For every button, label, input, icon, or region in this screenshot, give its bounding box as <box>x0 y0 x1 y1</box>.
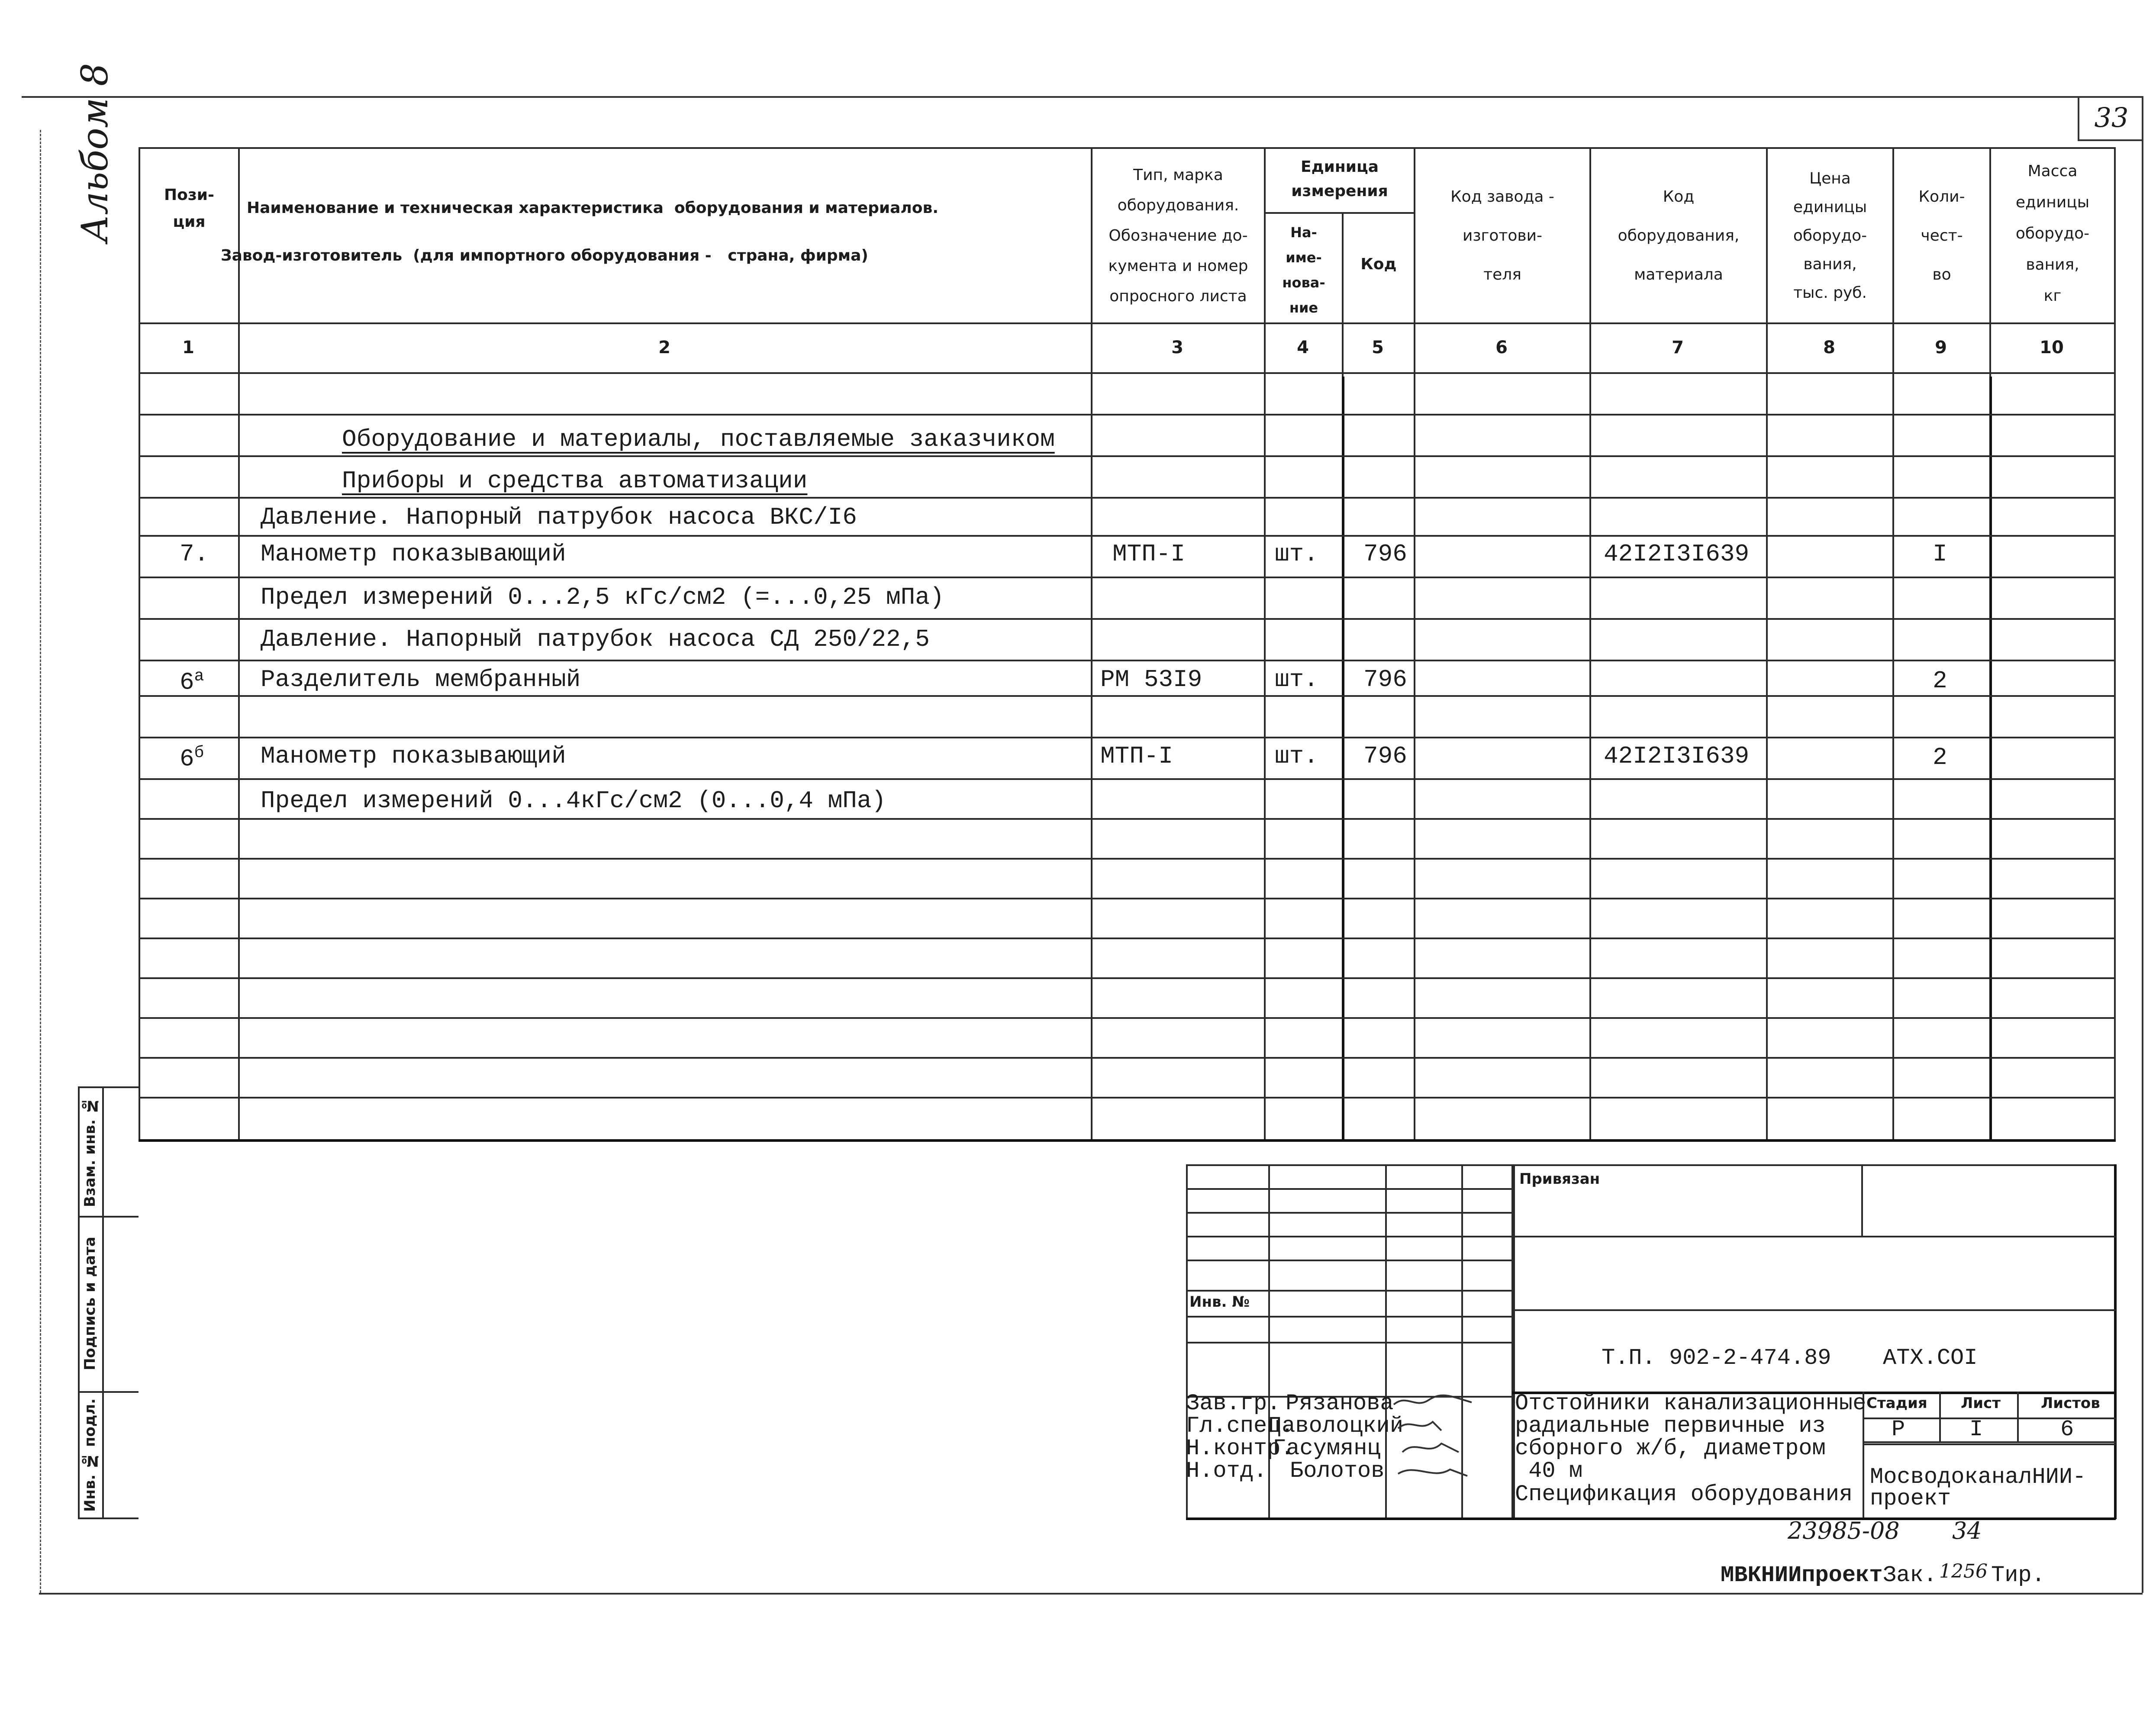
row-6a-name: Разделитель мембранный <box>261 666 581 693</box>
header-type: Тип, марка оборудования. Обозначение до- кумента и номер опросного листа <box>1108 166 1248 305</box>
album-label: Альбом 8 <box>74 63 116 242</box>
header-unit: Единица измерения <box>1291 158 1388 200</box>
footer-handwritten-page: 34 <box>1952 1517 1982 1544</box>
privyazan-label: Привязан <box>1519 1170 1600 1188</box>
row-7-code: 796 <box>1363 540 1407 568</box>
row-pressure-pump-vks: Давление. Напорный патрубок насоса ВКС/I6 <box>261 503 857 531</box>
side-stamp-vzam: Взам. инв. № <box>81 1097 99 1207</box>
col-num-7: 7 <box>1672 338 1684 358</box>
row-6a-position: $6^а$ <box>180 667 204 696</box>
role-gl-spec: Гл.спец. <box>1186 1413 1294 1439</box>
row-pressure-pump-sd: Давление. Напорный патрубок насоса СД 250/22,5 <box>261 625 930 653</box>
row-6b-code: 796 <box>1363 742 1407 770</box>
col-num-10: 10 <box>2040 338 2064 358</box>
col-num-2: 2 <box>658 338 670 358</box>
row-6b-name: Манометр показывающий <box>261 742 566 770</box>
row-7-quantity: I <box>1933 540 1947 568</box>
signatures-icon <box>1389 1392 1493 1487</box>
row-7-unit: шт. <box>1275 540 1318 568</box>
row-6b-quantity: 2 <box>1933 744 1947 771</box>
org-line-1: МосводоканалНИИ- <box>1870 1464 2086 1490</box>
frame-right-border <box>2142 96 2143 1593</box>
footer-publisher: МВКНИИпроект <box>1721 1563 1883 1588</box>
row-7-equipment-code: 42I2I3I639 <box>1604 540 1750 568</box>
subsection-title: Приборы и средства автоматизации <box>342 467 808 495</box>
row-6a-quantity: 2 <box>1933 667 1947 695</box>
name-gasumyants: Гасумянц <box>1273 1436 1381 1461</box>
row-6b-type: МТП-I <box>1100 742 1173 770</box>
side-stamp <box>78 1086 139 1519</box>
header-equipment-code: Код оборудования, материала <box>1618 188 1740 284</box>
frame-left-border <box>40 130 41 1593</box>
name-pavolotsky: Паволоцкий <box>1268 1413 1404 1439</box>
specification-table <box>139 147 2116 1142</box>
name-bolotov: Болотов <box>1290 1458 1385 1484</box>
row-range-4: Предел измерений 0...4кГс/см2 (0...0,4 мПа) <box>261 787 886 815</box>
role-n-kontr: Н.контр. <box>1186 1436 1294 1461</box>
header-price: Цена единицы оборудо- вания, тыс. руб. <box>1793 170 1867 302</box>
footer-handwritten-number: 23985-08 <box>1788 1517 1900 1544</box>
row-6b-position: $6^б$ <box>180 744 204 773</box>
footer-order-label: Зак. <box>1883 1563 1937 1588</box>
title-block <box>1186 1164 2116 1519</box>
row-6b-equipment-code: 42I2I3I639 <box>1604 742 1750 770</box>
listov-value: 6 <box>2060 1417 2074 1442</box>
header-position: Пози- ция <box>164 186 214 231</box>
row-6a-code: 796 <box>1363 666 1407 693</box>
inv-no-label: Инв. № <box>1189 1293 1250 1311</box>
col-num-1: 1 <box>182 338 194 358</box>
footer-tirazh-label: Тир. <box>1991 1563 2045 1588</box>
header-mass: Масса единицы оборудо- вания, кг <box>2015 162 2090 305</box>
doc-mark: АТХ.COI <box>1883 1345 1978 1371</box>
row-range-2-5: Предел измерений 0...2,5 кГс/см2 (=...0,25 мПа) <box>261 583 944 611</box>
name-ryazanova: Рязанова <box>1286 1391 1394 1416</box>
title-line-3: сборного ж/б, диаметром <box>1515 1436 1826 1461</box>
row-6a-unit: шт. <box>1275 666 1318 693</box>
role-zav-gr: Зав.гр. <box>1186 1391 1281 1416</box>
title-line-5: Спецификация оборудования <box>1515 1482 1853 1507</box>
listov-label: Листов <box>2041 1395 2100 1412</box>
side-stamp-podpis: Подпись и дата <box>81 1237 99 1370</box>
col-num-8: 8 <box>1823 338 1835 358</box>
title-line-1: Отстойники канализационные <box>1515 1391 1866 1416</box>
footer-order-number: 1256 <box>1939 1560 1988 1582</box>
list-value: I <box>1969 1417 1983 1442</box>
col-num-5: 5 <box>1372 338 1384 358</box>
stadiya-value: Р <box>1892 1417 1905 1442</box>
header-unit-code: Код <box>1360 255 1397 273</box>
header-unit-name: На- име- нова- ние <box>1282 224 1325 316</box>
row-6a-type: РМ 53I9 <box>1100 666 1202 693</box>
col-num-4: 4 <box>1297 338 1309 358</box>
header-factory-code: Код завода - изготови- теля <box>1450 188 1554 284</box>
sheet-number: 33 <box>2078 96 2143 141</box>
doc-code: Т.П. 902-2-474.89 <box>1602 1345 1831 1371</box>
stadiya-label: Стадия <box>1866 1395 1927 1412</box>
row-6b-unit: шт. <box>1275 742 1318 770</box>
frame-top-border <box>22 96 2143 98</box>
col-num-6: 6 <box>1495 338 1508 358</box>
header-name-line1: Наименование и техническая характеристика оборудования и материалов. <box>247 199 938 217</box>
header-name-line2: Завод-изготовитель (для импортного оборудования - страна, фирма) <box>221 247 868 264</box>
title-line-4: 40 м <box>1515 1458 1583 1484</box>
side-stamp-inv: Инв. № подл. <box>81 1398 99 1512</box>
header-quantity: Коли- чест- во <box>1918 188 1965 284</box>
col-num-3: 3 <box>1171 338 1183 358</box>
section-title: Оборудование и материалы, поставляемые заказчиком <box>342 425 1055 453</box>
col-num-9: 9 <box>1935 338 1947 358</box>
title-line-2: радиальные первичные из <box>1515 1413 1826 1439</box>
row-7-type: МТП-I <box>1112 540 1186 568</box>
row-7-position: 7. <box>180 540 209 568</box>
role-n-otd: Н.отд. <box>1186 1458 1267 1484</box>
frame-bottom-border <box>39 1593 2143 1595</box>
list-label: Лист <box>1961 1395 2001 1412</box>
row-7-name: Манометр показывающий <box>261 540 566 568</box>
org-line-2: проект <box>1870 1486 1951 1511</box>
